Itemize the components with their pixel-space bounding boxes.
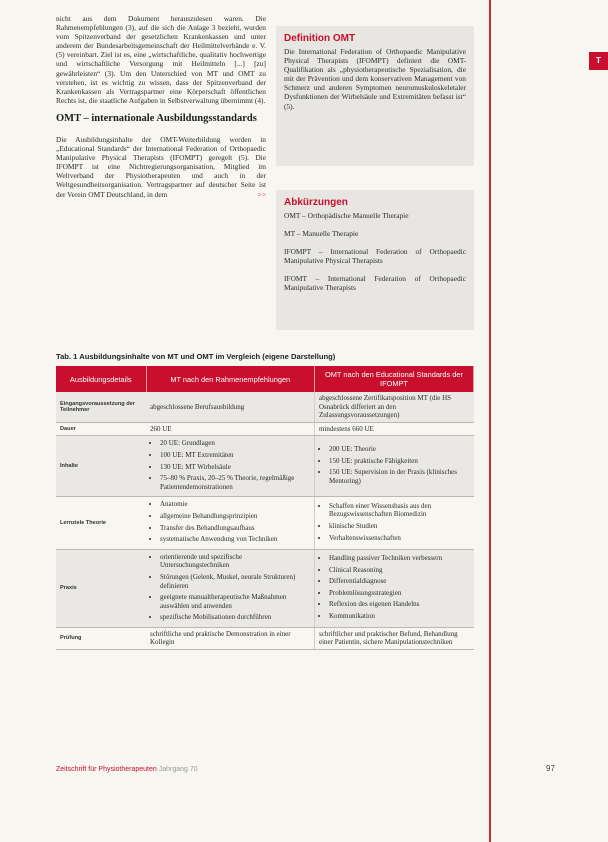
abbreviation-item: IFOMT – International Federation of Orthopaedic Manipulative Therapists: [284, 274, 466, 293]
column-header: OMT nach den Educational Standards der IFOMPT: [315, 366, 474, 392]
page-number: 97: [546, 764, 555, 773]
definition-box: [276, 26, 474, 166]
list-item: • 200 UE: Theorie: [329, 445, 470, 454]
table-row: [56, 497, 474, 549]
omt-cell: [315, 497, 474, 549]
row-label: Prüfung: [56, 627, 146, 649]
list-item: • 20 UE: Grundlagen: [160, 439, 310, 448]
list-item: • 130 UE: MT Wirbelsäule: [160, 463, 310, 472]
list-item: • Problemlösungsstrategien: [329, 589, 470, 598]
list-item: • Schaffen einer Wissensbasis aus den Bezugswissenschaften Biomedizin: [329, 502, 470, 519]
abbreviation-item: IFOMPT – International Federation of Orthopaedic Manipulative Physical Therapists: [284, 247, 466, 266]
abbreviation-item: MT – Manuelle Therapie: [284, 229, 359, 239]
mt-cell: 260 UE: [146, 422, 315, 436]
table-row: [56, 392, 474, 422]
box-title: Definition OMT: [284, 33, 356, 44]
mt-cell: [146, 497, 315, 549]
mt-cell: [146, 436, 315, 497]
table-row: [56, 436, 474, 497]
row-label: Dauer: [56, 422, 146, 436]
omt-list: [319, 554, 470, 621]
abbreviation-item: OMT – Orthopädische Manuelle Therapie: [284, 211, 409, 220]
list-item: • orientierende und spezifische Untersuchungstechniken: [160, 553, 310, 570]
row-label: Praxis: [56, 549, 146, 627]
omt-list: [319, 445, 470, 485]
table-row: [56, 627, 474, 649]
body-paragraph: nicht aus dem Dokument herauszulesen waren. Die Rahmenempfehlungen (3), auf die sich die Anlage 3 bezieht, wurden vom Spitzenverband der gesetzlichen Krankenkassen und unter anderem der Bundesarbeitsgemeinschaft der Heilmittelverbände e. V. (5) vereinbart. Ziel ist es, eine „wirtschaftliche, qualitativ hochwertige und wirtschaftliche Versorgung mit Heilmitteln [...] [zu] gewährleisten“ (3). Um den Unterschied von MT und OMT zu verstehen, ist es wichtig zu wissen, dass der Spitzenverband der Krankenkassen als Vertragspartner eine Körperschaft öffentlichen Rechts ist, die staatliche Aufgaben in Selbstverwaltung übernimmt (4).: [56, 14, 266, 105]
omt-cell: mindestens 660 UE: [315, 422, 474, 436]
column-header: MT nach den Rahmenempfehlungen: [146, 366, 315, 392]
list-item: • Kommunikation: [329, 612, 470, 621]
list-item: • klinische Studien: [329, 522, 470, 531]
margin-rule: [489, 0, 491, 842]
mt-cell: [146, 549, 315, 627]
list-item: • allgemeine Behandlungsprinzipien: [160, 512, 310, 521]
box-text: Die International Federation of Orthopaedic Manipulative Physical Therapists (IFOMPT) definiert die OMT-Qualifikation als „physiotherapeutische Spezialisation, die mit der Prävention und dem konservativen Management von Schmerz und anderen Symptomen neuromuskuloskeletaler Dysfunktionen der Wirbelsäule und Extremitäten befasst ist“ (5).: [284, 47, 466, 111]
list-item: • 75–80 % Praxis, 20–25 % Theorie, regelmäßige Patientendemonstrationen: [160, 474, 310, 491]
omt-cell: [315, 436, 474, 497]
journal-name: Zeitschrift für Physiotherapeuten: [56, 766, 157, 773]
list-item: • Differentialdiagnose: [329, 577, 470, 586]
row-label: Inhalte: [56, 436, 146, 497]
mt-list: [150, 439, 310, 491]
list-item: • 150 UE: praktische Fähigkeiten: [329, 457, 470, 466]
abbreviations-box: [276, 190, 474, 330]
list-item: • Verhaltenswissenschaften: [329, 534, 470, 543]
list-item: • Clinical Reasoning: [329, 566, 470, 575]
mt-list: [150, 553, 310, 622]
abbreviation-list: [276, 211, 474, 293]
box-title: Abkürzungen: [284, 197, 348, 208]
list-item: • Anatomie: [160, 500, 310, 509]
list-item: • 150 UE: Supervision in der Praxis (klinisches Mentoring): [329, 468, 470, 485]
list-item: • 100 UE: MT Extremitäten: [160, 451, 310, 460]
comparison-table: [56, 366, 474, 650]
omt-cell: abgeschlossene Zertifikatsposition MT (die HS Osnabrück differiert an den Zulassungsvoraussetzungen): [315, 392, 474, 422]
continue-arrow: >>: [257, 189, 266, 199]
mt-cell: abgeschlossene Berufsausbildung: [146, 392, 315, 422]
omt-cell: schriftlicher und praktischer Befund, Behandlung einer Patientin, sichere Manipulationstechniken: [315, 627, 474, 649]
list-item: • Transfer des Behandlungsaufbaus: [160, 524, 310, 533]
list-item: • geeignete manualtherapeutische Maßnahmen auswählen und anwenden: [160, 593, 310, 610]
list-item: • Störungen (Gelenk, Muskel, neurale Strukturen) definieren: [160, 573, 310, 590]
column-header: Ausbildungsdetails: [56, 366, 146, 392]
footer-journal: [56, 766, 198, 773]
section-heading: OMT – internationale Ausbildungsstandards: [56, 112, 257, 124]
body-paragraph: [56, 135, 266, 199]
table-row: [56, 549, 474, 627]
table-header-row: [56, 366, 474, 392]
list-item: • systematische Anwendung von Techniken: [160, 535, 310, 544]
mt-list: [150, 500, 310, 543]
omt-cell: [315, 549, 474, 627]
left-column: [56, 14, 266, 199]
omt-list: [319, 502, 470, 542]
journal-issue: Jahrgang 70: [158, 766, 198, 773]
paragraph-text: Die Ausbildungsinhalte der OMT-Weiterbildung werden in „Educational Standards“ der International Federation of Orthopaedic Manipulative Physical Therapists (IFOMPT) geregelt (5). Die IFOMPT ist eine Nichtregierungsorganisation, Mitglied im Weltverband der Physiotherapeuten und auch in der Weltgesundheitsorganisation. Vertragspartner auf deutscher Seite ist der Verein OMT Deutschland, in dem: [56, 134, 266, 199]
row-label: Eingangsvoraussetzung der Teilnehmer: [56, 392, 146, 422]
table-row: [56, 422, 474, 436]
list-item: • spezifische Mobilisationen durchführen: [160, 613, 310, 622]
table-caption: Tab. 1 Ausbildungsinhalte von MT und OMT im Vergleich (eigene Darstellung): [56, 352, 336, 361]
row-label: Lernziele Theorie: [56, 497, 146, 549]
mt-cell: schriftliche und praktische Demonstration in einer Kollegin: [146, 627, 315, 649]
section-tab: T: [589, 52, 608, 70]
list-item: • Handling passiver Techniken verbessern: [329, 554, 470, 563]
list-item: • Reflexion des eigenen Handelns: [329, 600, 470, 609]
